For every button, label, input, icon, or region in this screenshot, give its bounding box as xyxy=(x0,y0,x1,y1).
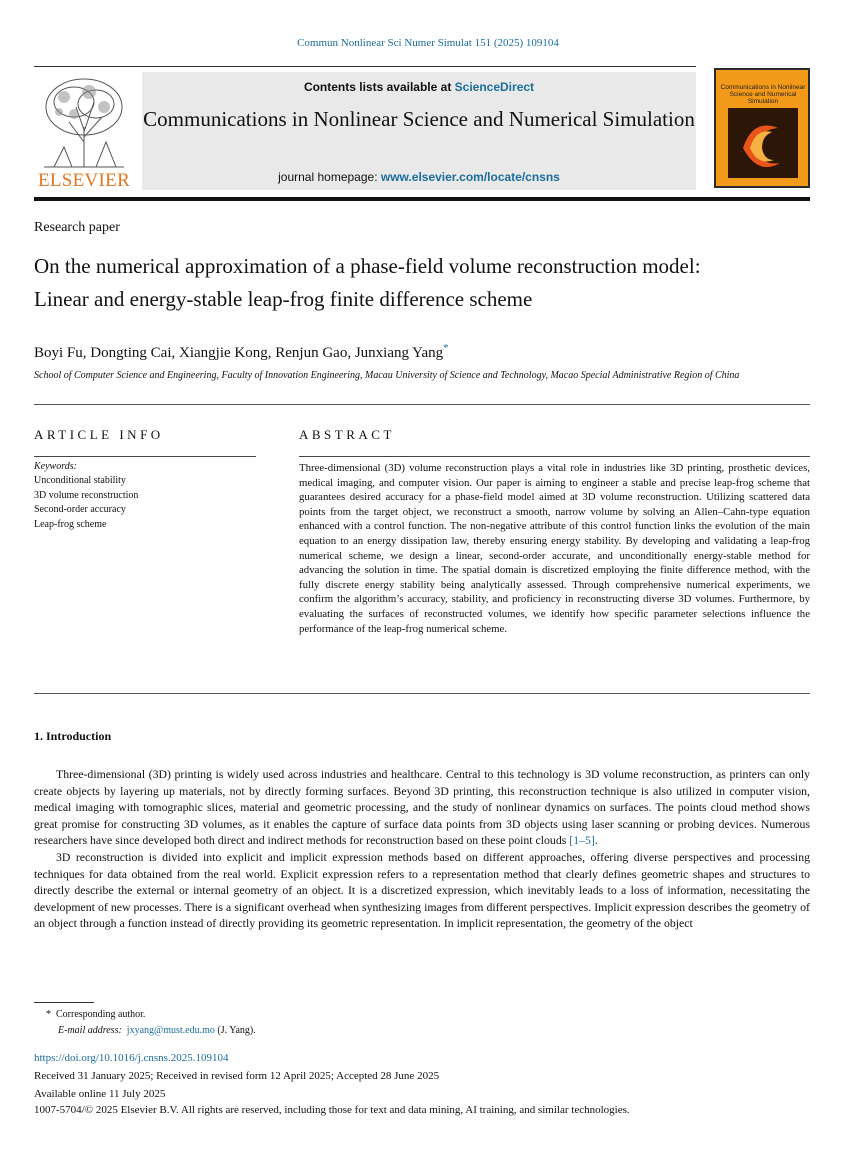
section-heading-introduction: 1. Introduction xyxy=(34,729,112,743)
article-info-rule xyxy=(34,456,256,457)
abstract-heading: ABSTRACT xyxy=(299,427,395,442)
keywords-label: Keywords: xyxy=(34,461,77,472)
footnote-rule xyxy=(34,1002,94,1003)
journal-homepage xyxy=(142,170,696,184)
abstract-rule xyxy=(299,456,810,457)
sciencedirect-link[interactable]: ScienceDirect xyxy=(454,80,535,94)
footnote-mark: * xyxy=(46,1009,51,1020)
journal-cover-thumbnail[interactable] xyxy=(714,68,810,188)
doi-link[interactable]: https://doi.org/10.1016/j.cnsns.2025.109104 xyxy=(34,1052,229,1064)
paragraph-text: Three-dimensional (3D) printing is widely used across industries and healthcare. Central to this technology is 3D volume reconstruction, as printers can only create objects by layering up materials, not by directly forming surfaces. Beyond 3D printing, this reconstruction technique is also utilized in computer vision, medical imaging with tomographic slices, material and geometric processing, and the study of nonlinear dynamics on surfaces. The points cloud method shows great promise for constructing 3D volumes, as it enables the capture of surface data points from 3D objects using laser scanning or probing devices. Numerous researchers have since developed both direct and indirect methods for reconstruction based on these point clouds xyxy=(34,767,810,848)
paper-title: On the numerical approximation of a phase-field volume reconstruction model: Linear and energy-stable leap-frog finite difference scheme xyxy=(34,254,701,311)
footnote-email xyxy=(58,1025,256,1036)
author-list xyxy=(34,342,449,362)
available-online: Available online 11 July 2025 xyxy=(34,1088,166,1100)
elsevier-wordmark: ELSEVIER xyxy=(37,170,131,191)
affiliation: School of Computer Science and Engineering, Faculty of Innovation Engineering, Macau University of Science and Technology, Macao Special Administrative Region of China xyxy=(34,370,740,381)
contents-line xyxy=(142,80,696,94)
introduction-body xyxy=(34,766,810,932)
footnote-text: Corresponding author. xyxy=(56,1009,146,1020)
email-label: E-mail address: xyxy=(58,1025,122,1036)
keyword-list xyxy=(34,474,138,532)
journal-citation[interactable]: Commun Nonlinear Sci Numer Simulat 151 (2025) 109104 xyxy=(297,37,559,49)
article-type: Research paper xyxy=(34,220,120,235)
keyword-item: Leap-frog scheme xyxy=(34,518,107,530)
citation-link[interactable]: [1–5] xyxy=(569,833,595,848)
homepage-link[interactable]: www.elsevier.com/locate/cnsns xyxy=(380,170,560,184)
paragraph xyxy=(34,766,810,849)
keyword-item: Second-order accuracy xyxy=(34,504,126,515)
email-suffix: (J. Yang). xyxy=(214,1025,256,1036)
header-bottom-rule xyxy=(34,197,810,201)
received-dates: Received 31 January 2025; Received in revised form 12 April 2025; Accepted 28 June 2025 xyxy=(34,1070,440,1082)
keyword-item: 3D volume reconstruction xyxy=(34,489,139,501)
cover-title: Communications in Nonlinear Science and Numerical Simulation xyxy=(720,84,806,105)
homepage-prefix: journal homepage: xyxy=(278,170,381,184)
keyword-item: Unconditional stability xyxy=(34,475,126,486)
divider-rule xyxy=(34,404,810,405)
corresponding-author-mark[interactable]: * xyxy=(443,342,449,354)
footnote-corresponding xyxy=(46,1009,145,1020)
divider-rule xyxy=(34,693,810,694)
article-info-heading: ARTICLE INFO xyxy=(34,427,164,442)
cover-art xyxy=(728,108,798,178)
email-link[interactable]: jxyang@must.edu.mo xyxy=(126,1025,215,1036)
header-top-rule xyxy=(34,66,696,67)
contents-prefix: Contents lists available at xyxy=(303,80,455,94)
paragraph: 3D reconstruction is divided into explicit and implicit expression methods based on different approaches, offering diverse perspectives and processing techniques for data obtained from the real world. Explicit expression refers to a representation method that clearly defines geometric shapes and structures to directly describe the external or internal geometry of an object. It is a discretized expression, which inevitably leads to a loss of information, necessitating the development of new processes. There is a significant overhead when synthesizing images from different perspectives. Implicit expression describes the geometry of an object through a function instead of directly providing its geometric representation. In implicit representation, the geometry of the object xyxy=(34,849,810,931)
journal-title: Communications in Nonlinear Science and Numerical Simulation xyxy=(143,107,695,131)
authors-text: Boyi Fu, Dongting Cai, Xiangjie Kong, Renjun Gao, Junxiang Yang xyxy=(34,345,444,361)
abstract-text: Three-dimensional (3D) volume reconstruction plays a vital role in industries like 3D printing, prosthetic devices, medical imaging, and computer vision. Our paper is aiming to engineer a stable and precise leap-frog scheme that guarantees desired accuracy for a phase-field model aimed at 3D volume reconstruction. Utilizing scattered data points from the target object, we reconstruct a smooth, narrow volume by solving an Allen–Cahn-type equation enhanced with a control function. The non-negative attribute of this control function links the evolution of the main equation to an energy dissipation law, thereby ensuring energy stability. By developing and validating a leap-frog numerical scheme, we design a linear, second-order accurate, and unconditionally energy-stable method for advancing the solution in time. The spatial domain is discretized employing the finite difference method, with the fully discrete energy stability being analytically assessed. Through comprehensive numerical experiments, we confirm the algorithm’s accuracy, stability, and proficiency in reconstructing diverse 3D volumes. Furthermore, by evaluating the surfaces of reconstructed volumes, we identify how specific parameter selections influence the performance of the leap-frog numerical scheme. xyxy=(299,462,810,635)
copyright: 1007-5704/© 2025 Elsevier B.V. All rights are reserved, including those for text and data mining, AI training, and similar technologies. xyxy=(34,1104,630,1116)
paragraph-end: . xyxy=(594,833,598,848)
